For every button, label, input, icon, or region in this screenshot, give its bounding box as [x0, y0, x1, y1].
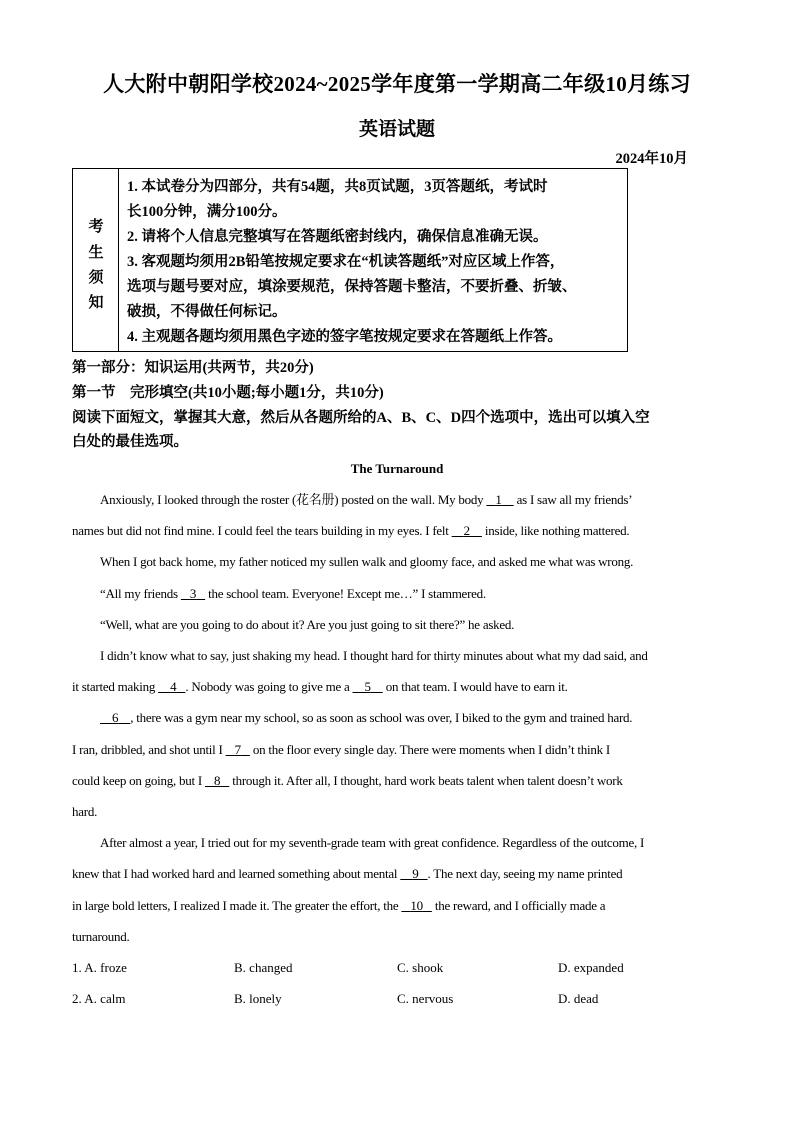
section-one-heading: 第一节 完形填空(共10小题;每小题1分，共10分)	[72, 385, 384, 401]
exam-date: 2024年10月	[615, 151, 688, 167]
question-1-options	[72, 960, 722, 980]
candidate-notice-box	[72, 168, 628, 352]
notice-line: 破损，不得做任何标记。	[127, 304, 287, 320]
instruction-line: 白处的最佳选项。	[72, 434, 188, 450]
blank-3: 3	[189, 585, 197, 601]
blank-2: 2	[463, 523, 470, 539]
passage-title: The Turnaround	[350, 461, 444, 476]
exam-subtitle: 英语试题	[358, 119, 435, 140]
passage-line: Anxiously, I looked through the roster (花名册) posted on the wall. My body 1 as I saw all my friends’	[100, 492, 633, 507]
notice-label	[73, 169, 119, 351]
instruction-line: 阅读下面短文，掌握其大意，然后从各题所给的A、B、C、D四个选项中，选出可以填入空	[72, 410, 650, 426]
notice-label-char: 生	[88, 245, 104, 261]
notice-line: 4. 主观题各题均须用黑色字迹的签字笔按规定要求在答题纸上作答。	[127, 329, 562, 345]
option-b[interactable]: B. lonely	[234, 991, 282, 1006]
notice-line: 选项与题号要对应，填涂要规范，保持答题卡整洁，不要折叠、折皱、	[127, 279, 577, 295]
passage-line: it started making 4 . Nobody was going to give me a 5 on that team. I would have to earn it.	[72, 679, 568, 695]
passage-line: “All my friends 3 the school team. Everyone! Except me…” I stammered.	[100, 585, 486, 601]
passage-line: turnaround.	[72, 928, 130, 944]
blank-5: 5	[364, 679, 371, 695]
blank-7: 7	[234, 741, 241, 757]
passage-body	[72, 484, 722, 952]
passage-line: After almost a year, I tried out for my seventh-grade team with great confidence. Regardless of the outcome, I	[100, 835, 645, 851]
blank-1: 1	[495, 492, 502, 507]
option-a[interactable]: 2. A. calm	[72, 991, 126, 1006]
passage-line: names but did not find mine. I could feel the tears building in my eyes. I felt 2 inside, like nothing mattered.	[72, 523, 630, 539]
blank-8: 8	[213, 772, 221, 788]
blank-9: 9	[412, 866, 419, 882]
option-a[interactable]: 1. A. froze	[72, 960, 127, 975]
passage-line: I didn’t know what to say, just shaking my head. I thought hard for thirty minutes about what my dad said, and	[100, 648, 648, 664]
notice-label-char: 须	[88, 270, 104, 286]
part-one-heading: 第一部分：知识运用(共两节，共20分)	[72, 360, 314, 376]
passage-line: could keep on going, but I 8 through it. After all, I thought, hard work beats talent when talent doesn’t work	[72, 772, 623, 788]
option-d[interactable]: D. expanded	[558, 960, 624, 975]
notice-label-char: 知	[88, 295, 104, 311]
notice-label-char: 考	[88, 219, 104, 235]
notice-line: 3. 客观题均须用2B铅笔按规定要求在“机读答题纸”对应区域上作答，	[127, 254, 565, 270]
option-d[interactable]: D. dead	[558, 991, 599, 1006]
passage-line: in large bold letters, I realized I made it. The greater the effort, the 10 the reward, and I officially made a	[72, 897, 606, 913]
notice-text	[127, 175, 623, 350]
passage-line: When I got back home, my father noticed my sullen walk and gloomy face, and asked me what was wrong.	[100, 554, 634, 570]
exam-title: 人大附中朝阳学校2024~2025学年度第一学期高二年级10月练习	[103, 72, 691, 96]
option-c[interactable]: C. shook	[397, 960, 444, 975]
blank-4: 4	[170, 679, 177, 695]
passage-line: I ran, dribbled, and shot until I 7 on the floor every single day. There were moments when I didn’t think I	[72, 741, 610, 757]
option-b[interactable]: B. changed	[234, 960, 293, 975]
notice-line: 2. 请将个人信息完整填写在答题纸密封线内，确保信息准确无误。	[127, 229, 548, 245]
passage-line: 6 , there was a gym near my school, so as soon as school was over, I biked to the gym and trained hard.	[72, 702, 722, 733]
option-c[interactable]: C. nervous	[397, 991, 454, 1006]
blank-6: 6	[112, 710, 119, 726]
notice-line: 长100分钟，满分100分。	[127, 204, 287, 220]
passage-line: “Well, what are you going to do about it? Are you just going to sit there?” he asked.	[100, 616, 515, 632]
passage-line: hard.	[72, 804, 98, 820]
passage-line: knew that I had worked hard and learned something about mental 9 . The next day, seeing my name printed	[72, 866, 623, 882]
blank-10: 10	[410, 897, 423, 913]
question-2-options	[72, 991, 722, 1011]
notice-line: 1. 本试卷分为四部分，共有54题，共8页试题，3页答题纸，考试时	[127, 179, 548, 195]
